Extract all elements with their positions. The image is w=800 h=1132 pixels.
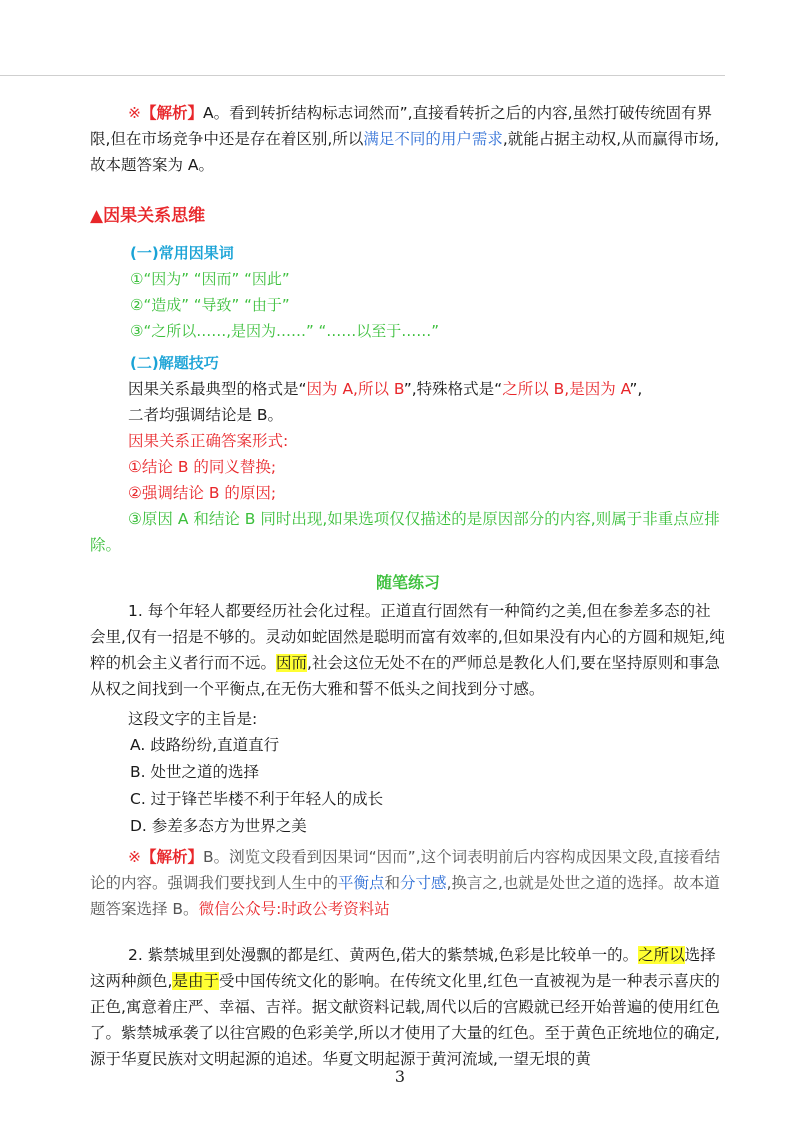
causal-word-item-1: ①“因为” “因而” “因此” bbox=[130, 270, 290, 288]
analysis-paragraph-1 bbox=[90, 100, 726, 178]
page-number: 3 bbox=[394, 1067, 406, 1086]
section-title: ▲因果关系思维 bbox=[90, 206, 206, 226]
answer-form-title: 因果关系正确答案形式: bbox=[128, 432, 289, 450]
answer-form-3: ③原因 A 和结论 B 同时出现,如果选项仅仅描述的是原因部分的内容,则属于非重点应排除。 bbox=[90, 510, 720, 554]
question-1-passage bbox=[90, 598, 726, 702]
question-2-highlight-2: 是由于 bbox=[172, 972, 219, 990]
header-rule bbox=[0, 75, 725, 76]
keyword-proportion: 分寸感 bbox=[400, 874, 447, 892]
analysis-2-text-end: ,换言之,也就是处世之道的选择。故本道题答案选择 B。 bbox=[90, 874, 720, 918]
wechat-watermark: 微信公众号:时政公考资料站 bbox=[198, 900, 390, 918]
question-2-highlight-1: 之所以 bbox=[638, 946, 685, 964]
technique-text: 因果关系最典型的格式是“ bbox=[128, 380, 307, 398]
question-2-text: 2. 紫禁城里到处漫飘的都是红、黄两色,偌大的紫禁城,色彩是比较单一的。 bbox=[128, 946, 639, 964]
analysis-tag-2: 【解析】 bbox=[141, 848, 204, 866]
question-1-highlight: 因而 bbox=[276, 654, 308, 672]
question-2-passage bbox=[90, 942, 726, 1072]
causal-word-item-2: ②“造成” “导致” “由于” bbox=[130, 296, 290, 314]
analysis-paragraph-2 bbox=[90, 844, 726, 922]
analysis-text: A。看到转折结构标志词然而”,直接看转折之后的内容,虽然打破传统固有界限,但在市场竞争中还是存在着区别,所以 bbox=[90, 104, 713, 148]
option-c: C. 过于锋芒毕楼不利于年轻人的成长 bbox=[130, 790, 384, 808]
answer-form-2: ②强调结论 B 的原因; bbox=[128, 484, 277, 502]
option-a: A. 歧路纷纷,直道直行 bbox=[130, 736, 280, 754]
analysis-text-end: ,就能占据主动权,从而赢得市场,故本题答案为 A。 bbox=[90, 130, 720, 174]
technique-line bbox=[90, 376, 726, 402]
option-b: B. 处世之道的选择 bbox=[130, 763, 259, 781]
analysis-keyphrase: 满足不同的用户需求 bbox=[363, 130, 503, 148]
subsection-common-words: (一)常用因果词 bbox=[130, 244, 234, 262]
technique-text-2: ”,特殊格式是“ bbox=[403, 380, 503, 398]
question-2-text-3: 受中国传统文化的影响。在传统文化里,红色一直被视为是一种表示喜庆的正色,寓意着庄严、幸福、吉祥。据文献资料记载,周代以后的宫殿就已经开始普遍的使用红色了。紫禁城承袭了以往宫殿的色彩美学,所以才使用了大量的红色。至于黄色正统地位的确定,源于华夏民族对文明起源的追述。华夏文明起源于黄河流域,一望无垠的黄 bbox=[90, 972, 720, 1068]
question-1-text: 1. 每个年轻人都要经历社会化过程。正道直行固然有一种简约之美,但在参差多态的社会里,仅有一招是不够的。灵动如蛇固然是聪明而富有效率的,但如果没有内心的方圆和规矩,纯粹的机会主义者行而不远。 bbox=[90, 602, 725, 672]
analysis-marker-2: ※ bbox=[128, 848, 141, 866]
special-format: 之所以 B,是因为 A bbox=[502, 380, 630, 398]
question-1-stem: 这段文字的主旨是: bbox=[128, 710, 258, 728]
subsection-techniques: (二)解题技巧 bbox=[130, 354, 219, 372]
technique-conclusion: 二者均强调结论是 B。 bbox=[128, 406, 284, 424]
question-2-text-2: 选择这两种颜色, bbox=[90, 946, 716, 990]
technique-text-3: ”, bbox=[629, 380, 643, 398]
causal-word-item-3: ③“之所以……,是因为……” “……以至于……” bbox=[130, 322, 440, 340]
question-1-text-end: ,社会这位无处不在的严师总是教化人们,要在坚持原则和事急从权之间找到一个平衡点,在无伤大雅和誓不低头之间找到分寸感。 bbox=[90, 654, 720, 698]
answer-form-1: ①结论 B 的同义替换; bbox=[128, 458, 277, 476]
practice-title: 随笔练习 bbox=[375, 573, 440, 592]
analysis-marker: ※ bbox=[128, 104, 141, 122]
typical-format: 因为 A,所以 B bbox=[306, 380, 404, 398]
analysis-2-connector: 和 bbox=[384, 874, 401, 892]
analysis-tag: 【解析】 bbox=[141, 104, 204, 122]
analysis-2-text: B。浏览文段看到因果词“因而”,这个词表明前后内容构成因果文段,直接看结论的内容。强调我们要找到人生中的 bbox=[90, 848, 721, 892]
option-d: D. 参差多态方为世界之美 bbox=[130, 817, 307, 835]
page-content bbox=[90, 100, 726, 1072]
keyword-balance: 平衡点 bbox=[338, 874, 385, 892]
